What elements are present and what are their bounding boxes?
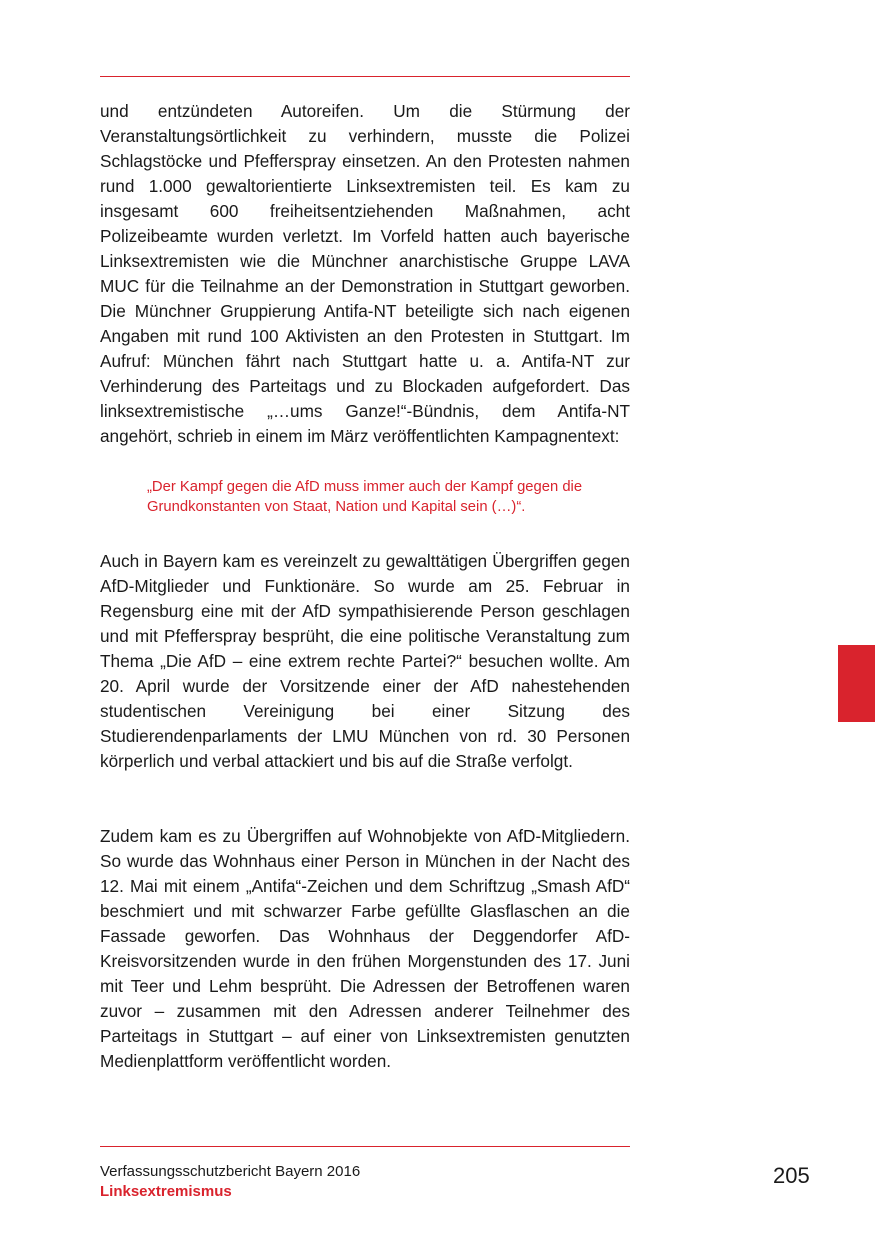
page-number: 205 — [773, 1163, 810, 1188]
block-quote: „Der Kampf gegen die AfD muss immer auch der Kampf gegen die Grundkonstanten von Staat, Nation und Kapital sein (…)“. — [147, 479, 583, 515]
footer-divider — [100, 1146, 630, 1147]
footer-section-title: Linksextremismus — [100, 1183, 232, 1200]
body-paragraph-3: Zudem kam es zu Übergriffen auf Wohnobjekte von AfD-Mitgliedern. So wurde das Wohnhaus einer Person in München in der Nacht des 12. Mai mit einem „Antifa“-Zeichen und dem Schriftzug „Smash AfD“ beschmiert und mit schwarzer Farbe gefüllte Glasflaschen an die Fassade geworfen. Das Wohnhaus der Deggendorfer AfD-Kreisvorsitzenden wurde in den frühen Morgenstunden des 17. Juni mit Teer und Lehm besprüht. Die Adressen der Betroffenen waren zuvor – zusammen mit den Adressen anderer Teilnehmer des Parteitags in Stuttgart – auf einer von Linksextremisten genutzten Medienplattform veröffentlicht worden. — [100, 826, 630, 1071]
footer-publication-title: Verfassungsschutzbericht Bayern 2016 — [100, 1163, 361, 1180]
body-paragraph-1: und entzündeten Autoreifen. Um die Stürmung der Veranstaltungsörtlichkeit zu verhindern, musste die Polizei Schlagstöcke und Pfefferspray einsetzen. An den Protesten nahmen rund 1.000 gewaltorientierte Linksextremisten teil. Es kam zu insgesamt 600 freiheitsentziehenden Maßnahmen, acht Polizeibeamte wurden verletzt. Im Vorfeld hatten auch bayerische Linksextremisten wie die Münchner anarchistische Gruppe LAVA MUC für die Teilnahme an der Demonstration in Stuttgart geworben. Die Münchner Gruppierung Antifa-NT beteiligte sich nach eigenen Angaben mit rund 100 Aktivisten an den Protesten in Stuttgart. Im Aufruf: München fährt nach Stuttgart hatte u. a. Antifa-NT zur Verhinderung des Parteitags und zu Blockaden aufgefordert. Das linksextremistische „…ums Ganze!“-Bündnis, dem Antifa-NT angehört, schrieb in einem im März veröffentlichten Kampagnentext: — [100, 101, 630, 446]
header-divider — [100, 76, 630, 77]
chapter-tab-marker — [838, 645, 875, 722]
body-paragraph-2: Auch in Bayern kam es vereinzelt zu gewalttätigen Übergriffen gegen AfD-Mitglieder und Funktionäre. So wurde am 25. Februar in Regensburg eine mit der AfD sympathisierende Person geschlagen und mit Pfefferspray besprüht, die eine politische Veranstaltung zum Thema „Die AfD – eine extrem rechte Partei?“ besuchen wollte. Am 20. April wurde der Vorsitzende einer der AfD nahestehenden studentischen Vereinigung bei einer Sitzung des Studierendenparlaments der LMU München von rd. 30 Personen körperlich und verbal attackiert und bis auf die Straße verfolgt. — [100, 551, 630, 771]
